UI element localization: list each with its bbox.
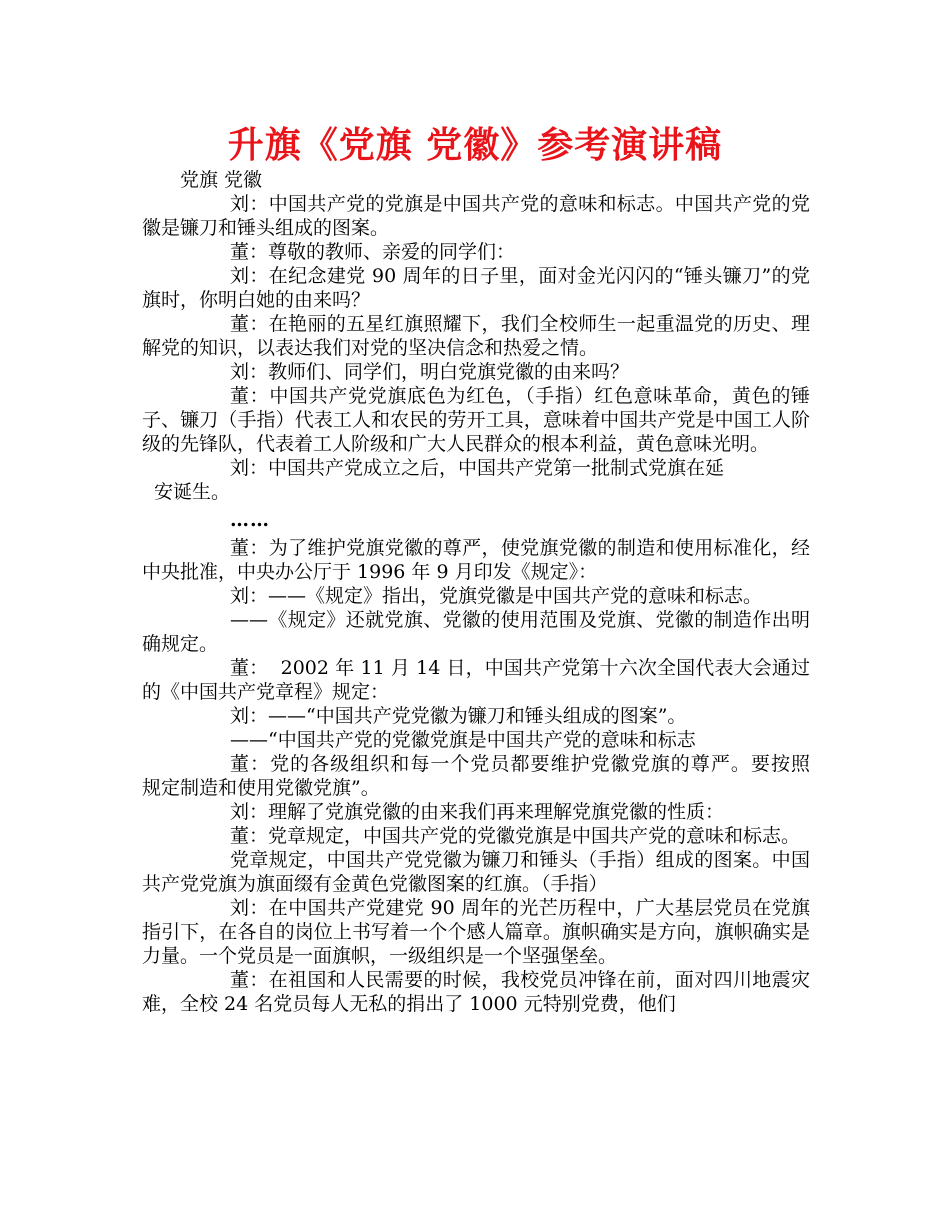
paragraph: 董：为了维护党旗党徽的尊严，使党旗党徽的制造和使用标准化，经中央批准，中央办公厅于 1996 年 9 月印发《规定》： — [142, 537, 810, 583]
paragraph: 董：党章规定，中国共产党的党徽党旗是中国共产党的意味和标志。 — [230, 825, 801, 847]
paragraph: 董：党的各级组织和每一个党员都要维护党徽党旗的尊严。要按照 规定制造和使用党徽党旗”。 — [142, 753, 859, 799]
paragraph: 董： 2002 年 11 月 14 日，中国共产党第十六次全国代表大会通过的《中国共产党章程》规定： — [142, 657, 810, 703]
paragraph: 董：在艳丽的五星红旗照耀下，我们全校师生一起重温党的历史、理解党的知识，以表达我们对党的坚决信念和热爱之情。 — [142, 313, 810, 359]
paragraph: 党章规定，中国共产党党徽为镰刀和锤头（手指）组成的图案。中国共产党党旗为旗面缀有金黄色党徽图案的红旗。（手指） — [142, 849, 810, 895]
paragraph: 安诞生。 — [154, 481, 231, 503]
paragraph: 刘：中国共产党的党旗是中国共产党的意味和标志。中国共产党的党徽是镰刀和锤头组成的图案。 — [142, 193, 810, 239]
paragraph: 刘：在中国共产党建党 90 周年的光芒历程中，广大基层党员在党旗指引下，在各自的岗位上书写着一个个感人篇章。旗帜确实是方向，旗帜确实是力量。一个党员是一面旗帜，一级组织是一个坚强堡垒。 — [142, 897, 810, 967]
paragraph: 刘：——“中国共产党党徽为镰刀和锤头组成的图案”。 — [230, 705, 687, 727]
paragraph: 刘：——《规定》指出，党旗党徽是中国共产党的意味和标志。 — [230, 585, 763, 607]
paragraph: 刘：理解了党旗党徽的由来我们再来理解党旗党徽的性质： — [230, 801, 725, 823]
paragraph: ——“中国共产党的党徽党旗是中国共产党的意味和标志 — [230, 729, 696, 751]
paragraph: 董：中国共产党党旗底色为红色，（手指）红色意味革命，黄色的锤子、镰刀（手指）代表工人和农民的劳开工具，意味着中国共产党是中国工人阶级的先锋队，代表着工人阶级和广大人民群众的根本利益，黄色意味光明。 — [142, 385, 810, 455]
paragraph: 董：在祖国和人民需要的时候，我校党员冲锋在前，面对四川地震灾难，全校 24 名党员每人无私的捐出了 1000 元特别党费，他们 — [142, 969, 810, 1015]
paragraph: 刘：教师们、同学们，明白党旗党徽的由来吗？ — [230, 361, 630, 383]
paragraph: 刘：在纪念建党 90 周年的日子里，面对金光闪闪的“锤头镰刀”的党旗时，你明白她的由来吗？ — [142, 265, 810, 311]
document-title: 升旗《党旗 党徽》参考演讲稿 — [227, 125, 723, 166]
paragraph: …… — [230, 509, 270, 531]
paragraph: 党旗 党徽 — [180, 169, 263, 191]
document-body — [142, 168, 859, 1016]
paragraph: 刘：中国共产党成立之后，中国共产党第一批制式党旗在延 — [230, 457, 725, 479]
paragraph: ——《规定》还就党旗、党徽的使用范围及党旗、党徽的制造作出明确规定。 — [142, 609, 810, 655]
paragraph: 董：尊敬的教师、亲爱的同学们： — [230, 241, 516, 263]
